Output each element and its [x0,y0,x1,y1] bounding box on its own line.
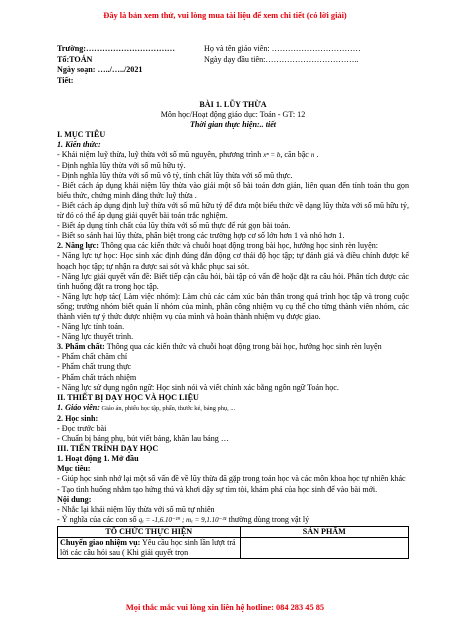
school-field: Trường:…………………………… [57,44,176,53]
lesson-document [57,44,409,559]
header-row-2 [57,55,409,66]
teacher-materials: 1. Giáo viên: Giáo án, phiếu học tập, phấn, thước kẻ, bảng phụ, ... [57,402,236,412]
lesson-duration: Thời gian thực hiện:.. tiết [189,120,277,130]
quality-item: - Phẩm chất chăm chỉ [57,352,128,362]
section-objectives: I. MỤC TIÊU [57,130,106,140]
knowledge-item: - Biết áp dụng tính chất của lũy thừa với số mũ thực để rút gọn bài toán. [57,221,291,231]
subsection-students: 2. Học sinh: [57,413,99,423]
table-header-organization: TỔ CHỨC THỰC HIỆN [58,526,241,537]
group-field: Tổ:TOÁN [57,54,93,64]
quality-intro: 3. Phẩm chất: Thông qua các kiến thức và chuỗi hoạt động trong bài học, hướng học sinh rèn luyện [57,342,382,352]
competency-item: - Năng lực hợp tác( Làm việc nhóm): Làm chủ các cảm xúc bản thân trong quá trình học tập và trong cuộc sống; trưởng nhóm biết quản lí nhóm của mình, phân công nhiệm vụ cụ thể cho từng thành viên nhóm, các thành viên tự ý thức được nhiệm vụ của mình và hoàn thành nhiệm vụ được giao. [57,291,409,321]
section-process: III. TIẾN TRÌNH DẠY HỌC [57,444,159,454]
preview-notice-banner: Đây là bản xem thử, vui lòng mua tài liệu để xem chi tiết (có lời giải) [103,11,347,20]
subsection-knowledge: 1. Kiến thức: [57,140,101,150]
period-field: Tiết: [57,75,74,85]
equation-xn-b: xⁿ = b [263,151,281,160]
table-row [58,538,409,559]
quality-item: - Phẩm chất trách nhiệm [57,372,137,382]
content-item: - Nhắc lại khái niệm lũy thừa với số mũ tự nhiên [57,504,215,514]
equation-electron-constants: qₑ = -1,6.10⁻¹⁹ ; mₑ = 9,1.10⁻³¹ [138,515,227,524]
section-equipment: II. THIẾT BỊ DẠY HỌC VÀ HỌC LIỆU [57,392,199,402]
student-item: - Đọc trước bài [57,424,107,433]
competency-item: - Năng lực giải quyết vấn đề: Biết tiếp cận câu hỏi, bài tập có vấn đề hoặc đặt ra câu hỏi. Phân tích được các tình huống đặt ra trong học tập. [57,271,409,291]
content-label: Nội dung: [57,494,92,504]
quality-item: - Phẩm chất trung thực [57,362,132,372]
teach-date-field: Ngày dạy đầu tiên:…………………………….. [204,54,359,64]
competency-item: - Năng lực tự học: Học sinh xác định đúng đắn động cơ thái độ học tập; tự đánh giá và điều chỉnh được kế hoạch học tập; tự nhận ra được sai sót và khắc phục sai sót. [57,251,409,271]
header-row-4 [57,76,409,87]
competency-intro: 2. Năng lực: Thông qua các kiến thức và chuỗi hoạt động trong bài học, hướng học sinh rèn luyện: [57,241,378,251]
prep-date-field: Ngày soạn: …../…../2021 [57,65,143,74]
competency-item: - Năng lực tính toán. [57,322,125,332]
goal-item: - Giúp học sinh nhớ lại một số vấn đề về lũy thừa đã gặp trong toán học và các môn khoa học tự nhiên khác [57,474,406,484]
product-cell [240,538,408,559]
teacher-field: Họ và tên giáo viên: …………………………… [204,44,361,53]
task-cell: Chuyển giao nhiệm vụ: Yêu cầu học sinh lần lượt trả lời các câu hỏi sau ( Khi giải quyết trọn [58,538,241,559]
activity-table [57,526,409,559]
student-item: - Chuẩn bị bảng phụ, bút viết bảng, khăn lau bảng … [57,434,229,444]
table-header-product: SẢN PHẨM [240,526,408,537]
quality-item: - Năng lực sử dụng ngôn ngữ: Học sinh nói và viết chính xác bằng ngôn ngữ Toán học. [57,382,339,392]
lesson-title: BÀI 1. LŨY THỪA [199,100,267,109]
competency-item: - Năng lực thuyết trình. [57,332,134,342]
content-item: - Ý nghĩa của các con số qₑ = -1,6.10⁻¹⁹ ; mₑ = 9,1.10⁻³¹ thường dùng trong vật lý [57,514,310,524]
knowledge-item: - Định nghĩa lũy thừa với số mũ vô tỷ, tính chất lũy thừa với số mũ thực. [57,170,293,180]
knowledge-item: - Định nghĩa lũy thừa với số mũ hữu tỷ. [57,160,186,170]
header-row-1 [57,44,409,55]
hotline-banner: Mọi thắc mắc vui lòng xin liên hệ hotline: 084 283 45 85 [125,603,325,612]
header-row-3 [57,65,409,76]
goal-item: - Tạo tình huống nhằm tạo hứng thú và khơi dậy sự tìm tòi, khám phá của học sinh để vào bài mới. [57,484,378,494]
knowledge-item: - Biết cách áp dụng định luỹ thừa với số mũ hữu tỷ để đưa một biểu thức về dạng lũy thừa với số mũ hữu tỷ, từ đó có thể áp dụng giải quyết bài toán trắc nghiệm. [57,200,409,221]
goal-label: Mục tiêu: [57,464,91,474]
knowledge-item: - Biết cách áp dụng khái niệm lũy thừa vào giải một số bài toán đơn giản, liên quan đến tính toán thu gọn biểu thức, chứng minh đẳng thức luỹ thừa . [57,180,409,200]
lesson-subject: Môn học/Hoạt động giáo dục: Toán - GT: 12 [160,110,306,120]
knowledge-item: - Biết so sánh hai lũy thừa, phân biệt trong các trường hợp cơ số lớn hơn 1 và nhỏ hơn 1. [57,231,345,241]
activity-1-title: 1. Hoạt động 1. Mở đầu [57,454,139,464]
knowledge-item: - Khái niệm luỹ thừa, luỹ thừa với số mũ nguyên, phương trình xⁿ = b, căn bậc n . [57,150,319,160]
